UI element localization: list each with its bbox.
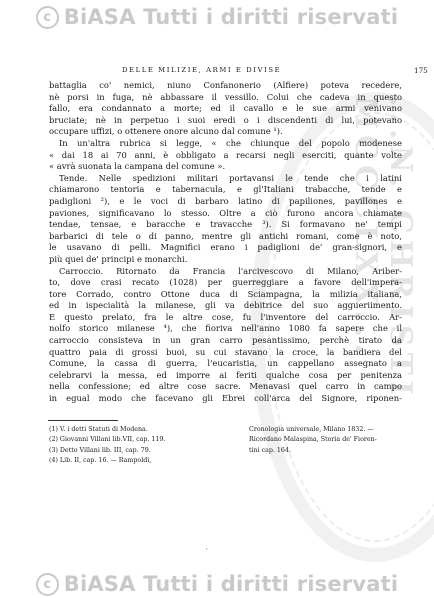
watermark-bottom <box>0 572 434 596</box>
footnote-line: (4) Lib. II, cap. 16. — Rampoldi, <box>49 457 152 465</box>
footnote-line: Cronologia universale, Milano 1832. — <box>249 426 374 433</box>
text-line: celebrarvi la messa, ed imporre ai feriti qualche cosa per penitenza <box>49 369 402 380</box>
text-line: « avrà suonata la campana del comune ». <box>49 161 226 172</box>
text-line: le usavano di pelli. Magnifici erano i padiglioni de' gran-signori, e <box>49 242 402 253</box>
text-line: nè porsi in fuga, nè abbassare il vessillo. Colui che cadeva in questo <box>49 91 402 102</box>
text-line: chiamarono tentoria e tabernacula, e gl'Italiani trabacche, tende e <box>49 184 402 195</box>
watermark-bottom-text: BiASA Tutti i diritti riservati <box>63 572 399 596</box>
footnote-line: (3) Detto Villani lib. III, cap. 79. <box>49 446 151 454</box>
text-line: Comune, la cassa di guerra, l'eucaristia, un cappellano assegnato a <box>49 358 402 369</box>
footnote-line: (1) V. i detti Statuti di Modena. <box>49 426 148 433</box>
text-line: in egual modo che facevano gli Ebrei coll'arca del Signore, riponen- <box>49 393 402 404</box>
footnote-rule <box>48 420 118 421</box>
library-seal-lettering: ...N. CHRISTI MCCCLXX... <box>348 96 418 401</box>
text-line: carroccio consisteva in un gran carro pesantissimo, perchè tirato da <box>49 335 402 346</box>
text-line: Carroccio. Ritornato da Francia l'arcivescovo di Milano, Ariber- <box>59 265 402 276</box>
running-header <box>40 66 434 78</box>
page-number: 175 <box>414 66 428 75</box>
text-line: In un'altra rubrica si legge, « che chiunque del popolo modenese <box>59 137 402 148</box>
watermark-top-text: BiASA Tutti i diritti riservati <box>63 5 399 29</box>
footnote-line: tini cap. 164. <box>249 446 291 454</box>
printer-mark: ' <box>206 548 208 555</box>
text-line: tore Corrado, contro Ottone duca di Sciampagna, la milizia italiana, <box>49 288 402 299</box>
text-line: paviones, significavano lo stesso. Oltre a ciò furono ancora chiamate <box>49 207 402 218</box>
text-line: ed in ispecialità la milanese, gli va debitrice del suo aggueriimento. <box>49 300 402 311</box>
footnotes-left-column <box>49 425 229 467</box>
text-line: barbarici di tele o di panno, mentre gli antichi romani, come è noto, <box>49 230 402 241</box>
text-line: bruciate; nè in perpetuo i suoi eredi o i discendenti di lui, potevano <box>49 114 402 125</box>
text-line: occupare uffizi, o ottenere onore alcuno dal comune ¹). <box>49 126 283 137</box>
text-line: nella confessione; ed altre cose sacre. Menavasi quel carro in campo <box>49 381 402 392</box>
text-line: quattro paia di grossi buoi, su cui stavano la croce, la bandiera del <box>49 346 402 357</box>
footnote-line: (2) Giovanni Villani lib.VII, cap. 119. <box>49 436 166 444</box>
text-line: nolfo storico milanese ⁴), che fioriva nell'anno 1080 fa sapere che il <box>49 323 402 334</box>
footnotes-right-column <box>249 425 414 456</box>
text-line: padiglioni ²), e le voci di barbaro latino di papiliones, pavillones e <box>49 195 402 206</box>
copyright-icon: c <box>36 6 59 29</box>
text-line: tendae, tensae, e baracche e travacche ³). Si formavano ne' tempi <box>49 219 402 230</box>
footnote-line: Ricordano Malaspina, Storia de' Fioren- <box>249 436 377 444</box>
watermark-top <box>0 5 434 29</box>
text-line: to, dove crasi recato (1028) per guerreggiare a favore dell'impera- <box>49 277 402 288</box>
copyright-icon: c <box>36 573 59 596</box>
page-body-text <box>49 80 402 405</box>
text-line: « dai 18 ai 70 anni, è obbligato a recarsi negli eserciti, quante volte <box>49 149 402 160</box>
running-title: DELLE MILIZIE, ARMI E DIVISE <box>122 66 282 74</box>
text-line: E questo prelato, fra le altre cose, fu l'inventore del carroccio. Ar- <box>49 311 402 322</box>
text-line: fallo, era condannato a morte; ed il cavallo e le sue armi venivano <box>49 103 402 114</box>
text-line: battaglia co' nemici, niuno Confanonerio (Alfiere) poteva recedere, <box>49 80 402 90</box>
text-line: più quei de' principi e monarchi. <box>49 253 188 264</box>
text-line: Tende. Nelle spedizioni militari portavansi le tende che i latini <box>59 172 402 183</box>
